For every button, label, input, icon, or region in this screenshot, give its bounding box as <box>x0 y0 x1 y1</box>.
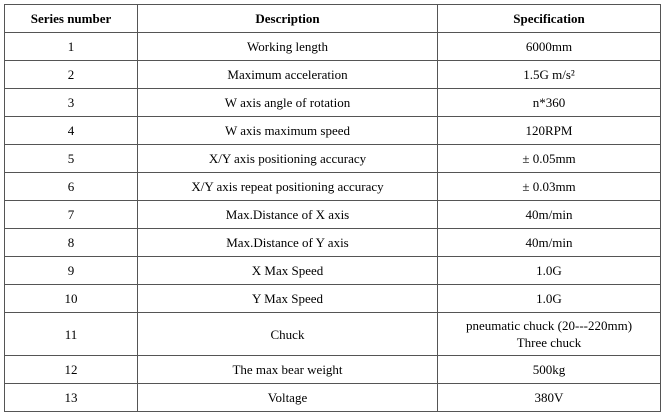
description-cell: Y Max Speed <box>138 285 438 313</box>
table-row <box>5 145 661 173</box>
description-cell: Max.Distance of Y axis <box>138 229 438 257</box>
table-row <box>5 61 661 89</box>
table-row <box>5 313 661 356</box>
description-cell: The max bear weight <box>138 356 438 384</box>
table-row <box>5 285 661 313</box>
specification-cell: 1.5G m/s² <box>438 61 661 89</box>
table-row <box>5 33 661 61</box>
series-number-cell: 7 <box>5 201 138 229</box>
description-cell: Working length <box>138 33 438 61</box>
table-row <box>5 229 661 257</box>
series-number-cell: 12 <box>5 356 138 384</box>
specification-table <box>4 4 661 412</box>
header-series-number: Series number <box>5 5 138 33</box>
series-number-cell: 9 <box>5 257 138 285</box>
specification-cell: 6000mm <box>438 33 661 61</box>
table-row <box>5 257 661 285</box>
series-number-cell: 13 <box>5 384 138 412</box>
specification-cell: ± 0.05mm <box>438 145 661 173</box>
table-row <box>5 384 661 412</box>
description-cell: X/Y axis repeat positioning accuracy <box>138 173 438 201</box>
series-number-cell: 5 <box>5 145 138 173</box>
series-number-cell: 6 <box>5 173 138 201</box>
specification-cell: 120RPM <box>438 117 661 145</box>
specification-cell <box>438 313 661 356</box>
description-cell: Chuck <box>138 313 438 356</box>
description-cell: Max.Distance of X axis <box>138 201 438 229</box>
table-row <box>5 173 661 201</box>
specification-cell: n*360 <box>438 89 661 117</box>
series-number-cell: 2 <box>5 61 138 89</box>
series-number-cell: 4 <box>5 117 138 145</box>
header-row <box>5 5 661 33</box>
header-specification: Specification <box>438 5 661 33</box>
description-cell: X Max Speed <box>138 257 438 285</box>
series-number-cell: 10 <box>5 285 138 313</box>
table-row <box>5 89 661 117</box>
specification-line-1: pneumatic chuck (20---220mm) <box>465 318 633 333</box>
table-row <box>5 117 661 145</box>
header-description: Description <box>138 5 438 33</box>
specification-cell: 500kg <box>438 356 661 384</box>
series-number-cell: 8 <box>5 229 138 257</box>
description-cell: X/Y axis positioning accuracy <box>138 145 438 173</box>
specification-cell: 1.0G <box>438 285 661 313</box>
specification-cell: 1.0G <box>438 257 661 285</box>
table-row <box>5 201 661 229</box>
specification-cell: 40m/min <box>438 201 661 229</box>
specification-cell: ± 0.03mm <box>438 173 661 201</box>
series-number-cell: 1 <box>5 33 138 61</box>
series-number-cell: 3 <box>5 89 138 117</box>
specification-cell: 380V <box>438 384 661 412</box>
description-cell: W axis angle of rotation <box>138 89 438 117</box>
table-row <box>5 356 661 384</box>
description-cell: Maximum acceleration <box>138 61 438 89</box>
description-cell: Voltage <box>138 384 438 412</box>
description-cell: W axis maximum speed <box>138 117 438 145</box>
specification-line-2: Three chuck <box>516 335 582 350</box>
specification-cell: 40m/min <box>438 229 661 257</box>
series-number-cell: 11 <box>5 313 138 356</box>
